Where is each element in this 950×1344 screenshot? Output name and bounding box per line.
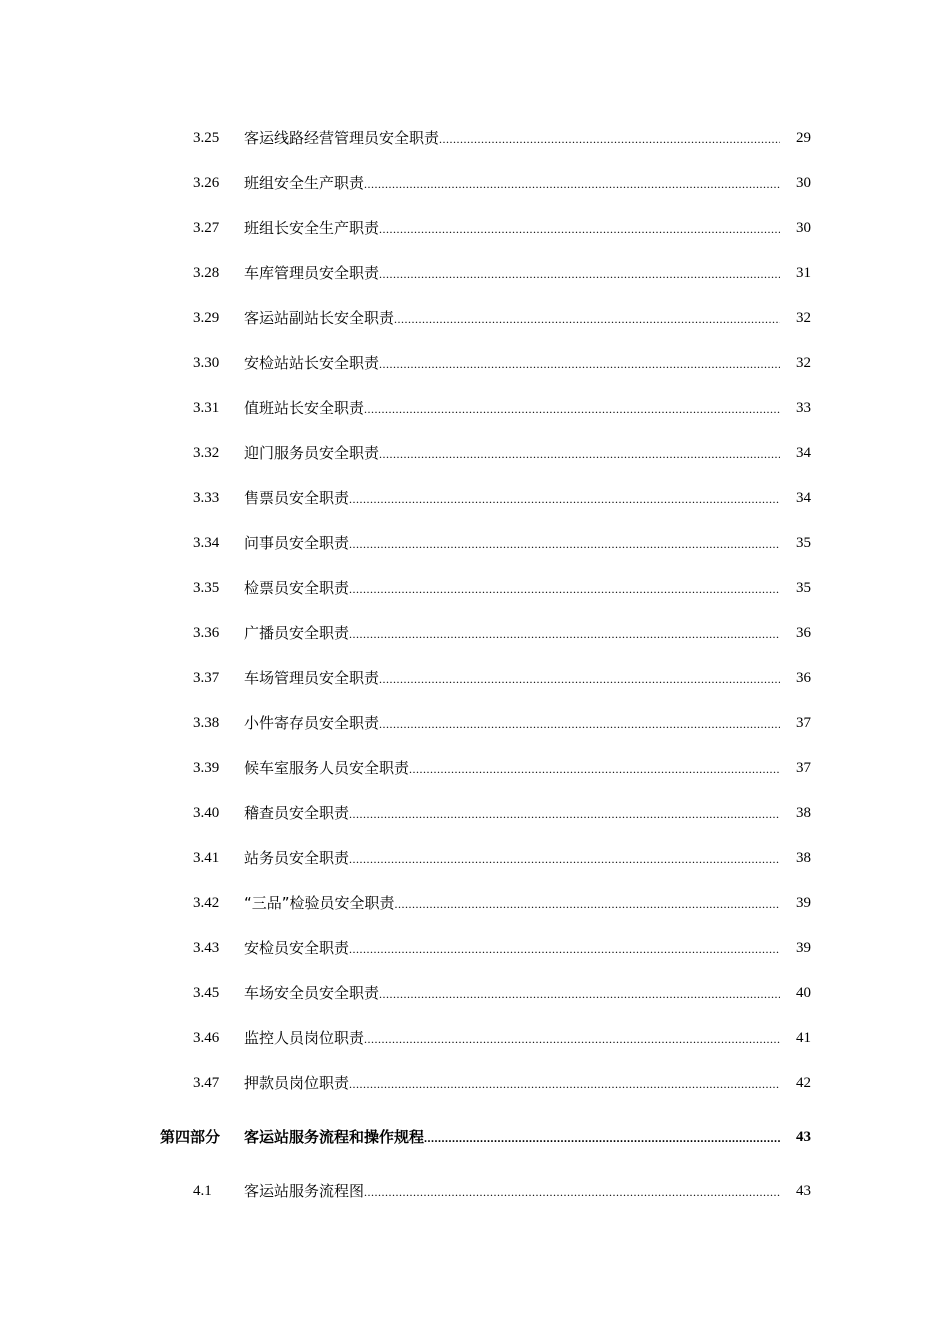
toc-leader-dots — [349, 802, 780, 826]
toc-leader-dots — [379, 352, 780, 376]
toc-entry-title: 迎门服务员安全职责 — [244, 444, 380, 462]
toc-entry-number: 3.37 — [193, 670, 220, 686]
toc-entry-number: 3.39 — [193, 760, 220, 776]
toc-leader-dots — [379, 667, 780, 691]
toc-leader-dots — [379, 712, 780, 736]
toc-entry[interactable] — [0, 396, 950, 420]
toc-entry-number: 3.45 — [193, 985, 220, 1001]
toc-entry[interactable] — [0, 981, 950, 1005]
toc-entry-page: 39 — [796, 895, 811, 911]
toc-entry-title: 检票员安全职责 — [244, 579, 350, 597]
toc-entry-page: 42 — [796, 1075, 811, 1091]
toc-entry-number: 3.35 — [193, 580, 220, 596]
toc-entry-number: 3.36 — [193, 625, 220, 641]
toc-entry-page: 36 — [796, 625, 811, 641]
toc-entry-title: 问事员安全职责 — [244, 534, 350, 552]
toc-leader-dots — [409, 757, 780, 781]
toc-entry-title: 车场管理员安全职责 — [244, 669, 380, 687]
toc-entry-page: 30 — [796, 220, 811, 236]
toc-entry[interactable] — [0, 1179, 950, 1203]
toc-entry-page: 37 — [796, 715, 811, 731]
toc-entry-number: 3.26 — [193, 175, 220, 191]
toc-entry-title: 客运站服务流程图 — [244, 1182, 365, 1200]
toc-entry[interactable] — [0, 531, 950, 555]
toc-leader-dots — [349, 847, 780, 871]
toc-leader-dots — [379, 442, 780, 466]
toc-entry-title: 值班站长安全职责 — [244, 399, 365, 417]
toc-entry-number: 3.41 — [193, 850, 220, 866]
toc-leader-dots — [364, 1027, 780, 1051]
toc-entry[interactable] — [0, 306, 950, 330]
toc-entry-title: 广播员安全职责 — [244, 624, 350, 642]
toc-entry-title: 售票员安全职责 — [244, 489, 350, 507]
toc-leader-dots — [439, 127, 780, 151]
toc-entry-number: 3.28 — [193, 265, 220, 281]
toc-entry-page: 31 — [796, 265, 811, 281]
toc-entry[interactable] — [0, 216, 950, 240]
toc-leader-dots — [349, 577, 780, 601]
toc-leader-dots — [364, 1180, 780, 1204]
toc-leader-dots — [379, 262, 780, 286]
toc-entry[interactable] — [0, 576, 950, 600]
toc-entry-page: 43 — [796, 1183, 811, 1199]
toc-part-page: 43 — [796, 1129, 811, 1145]
toc-part-heading[interactable] — [0, 1125, 950, 1149]
toc-entry[interactable] — [0, 846, 950, 870]
toc-entry[interactable] — [0, 936, 950, 960]
toc-entry[interactable] — [0, 1071, 950, 1095]
toc-entry-title: 客运站副站长安全职责 — [244, 309, 395, 327]
toc-leader-dots — [349, 532, 780, 556]
toc-part-label: 第四部分 — [160, 1128, 221, 1146]
toc-entry-number: 3.40 — [193, 805, 220, 821]
toc-entry-title: 监控人员岗位职责 — [244, 1029, 365, 1047]
toc-part-title: 客运站服务流程和操作规程 — [244, 1128, 425, 1146]
toc-entry-number: 3.31 — [193, 400, 220, 416]
toc-entry-title: 车场安全员安全职责 — [244, 984, 380, 1002]
toc-entry-page: 35 — [796, 535, 811, 551]
toc-entry-page: 35 — [796, 580, 811, 596]
toc-leader-dots — [379, 217, 780, 241]
toc-entry-number: 3.46 — [193, 1030, 220, 1046]
toc-entry-number: 3.29 — [193, 310, 220, 326]
toc-entry-number: 3.34 — [193, 535, 220, 551]
toc-entry-page: 30 — [796, 175, 811, 191]
toc-entry-number: 3.42 — [193, 895, 220, 911]
toc-entry-number: 4.1 — [193, 1183, 212, 1199]
toc-leader-dots — [379, 982, 780, 1006]
toc-entry-title: 候车室服务人员安全职责 — [244, 759, 410, 777]
toc-entry-page: 37 — [796, 760, 811, 776]
toc-entry-page: 38 — [796, 850, 811, 866]
toc-entry-number: 3.43 — [193, 940, 220, 956]
toc-entry-page: 40 — [796, 985, 811, 1001]
toc-entry-page: 38 — [796, 805, 811, 821]
toc-entry-title: 安检站站长安全职责 — [244, 354, 380, 372]
toc-entry-title: 客运线路经营管理员安全职责 — [244, 129, 440, 147]
toc-entry-number: 3.30 — [193, 355, 220, 371]
toc-entry-title: 班组安全生产职责 — [244, 174, 365, 192]
toc-entry-number: 3.32 — [193, 445, 220, 461]
toc-leader-dots — [394, 307, 780, 331]
toc-entry[interactable] — [0, 171, 950, 195]
toc-entry[interactable] — [0, 621, 950, 645]
toc-entry[interactable] — [0, 711, 950, 735]
toc-entry-title: 小件寄存员安全职责 — [244, 714, 380, 732]
toc-entry[interactable] — [0, 1026, 950, 1050]
toc-leader-dots — [349, 1072, 780, 1096]
toc-entry[interactable] — [0, 261, 950, 285]
toc-entry-page: 34 — [796, 445, 811, 461]
toc-entry-page: 39 — [796, 940, 811, 956]
toc-leader-dots — [364, 172, 780, 196]
toc-entry-page: 41 — [796, 1030, 811, 1046]
toc-entry-title: “三品”检验员安全职责 — [244, 894, 395, 912]
toc-entry-page: 32 — [796, 310, 811, 326]
toc-entry[interactable] — [0, 756, 950, 780]
toc-entry-number: 3.47 — [193, 1075, 220, 1091]
toc-entry-number: 3.33 — [193, 490, 220, 506]
toc-leader-dots — [395, 892, 780, 916]
toc-entry[interactable] — [0, 351, 950, 375]
toc-leader-dots — [349, 622, 780, 646]
toc-entry-page: 32 — [796, 355, 811, 371]
toc-entry-title: 站务员安全职责 — [244, 849, 350, 867]
toc-entry[interactable] — [0, 486, 950, 510]
toc-leader-dots — [364, 397, 780, 421]
toc-entry-title: 班组长安全生产职责 — [244, 219, 380, 237]
toc-leader-dots — [424, 1126, 780, 1150]
toc-entry[interactable] — [0, 666, 950, 690]
toc-entry-number: 3.25 — [193, 130, 220, 146]
toc-entry[interactable] — [0, 126, 950, 150]
toc-leader-dots — [349, 487, 780, 511]
toc-entry-title: 押款员岗位职责 — [244, 1074, 350, 1092]
toc-entry[interactable] — [0, 891, 950, 915]
toc-entry-number: 3.27 — [193, 220, 220, 236]
toc-entry-title: 车库管理员安全职责 — [244, 264, 380, 282]
toc-entry-page: 34 — [796, 490, 811, 506]
toc-entry-page: 29 — [796, 130, 811, 146]
toc-entry-title: 安检员安全职责 — [244, 939, 350, 957]
toc-entry[interactable] — [0, 441, 950, 465]
toc-entry-page: 33 — [796, 400, 811, 416]
toc-entry[interactable] — [0, 801, 950, 825]
toc-leader-dots — [349, 937, 780, 961]
toc-entry-number: 3.38 — [193, 715, 220, 731]
toc-entry-page: 36 — [796, 670, 811, 686]
toc-entry-title: 稽查员安全职责 — [244, 804, 350, 822]
